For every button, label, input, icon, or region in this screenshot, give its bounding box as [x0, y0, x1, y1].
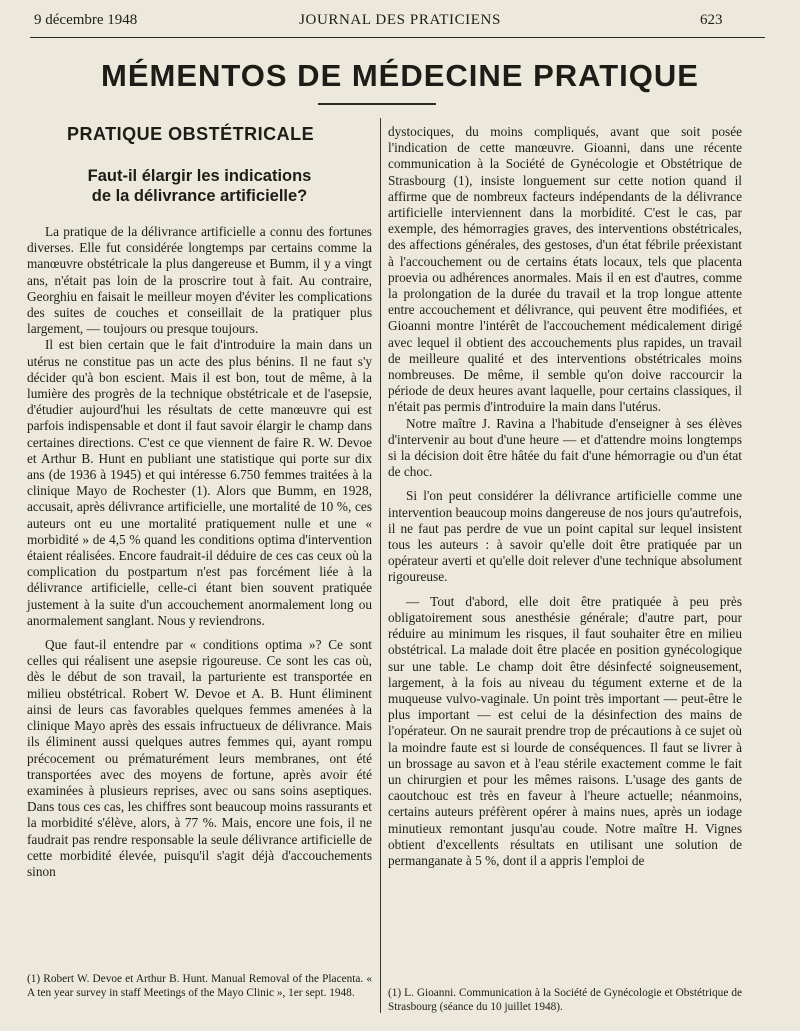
- paragraph: Que faut-il entendre par « conditions optima »? Ce sont celles qui réalisent une asepsie rigoureuse. Ce sont les cas où, dès le début de son travail, la parturiente est transportée en milieu obstétrical. Robert W. Devoe et A. B. Hunt éliminent ainsi de leurs cas favorables quelques femmes amenées à la clinique Mayo après des essais infructueux de délivrance. Mais ils éliminent aussi quelques autres femmes qui, ayant rompu précocement ou prématurément leurs membranes, ont été transportées avec des moyens de fortune, après avoir été examinées à plusieurs reprises, avec ou sans soins aseptiques. Dans tous ces cas, les chiffres sont beaucoup moins rassurants et la morbidité s'élève, alors, à 77 %. Mais, encore une fois, il ne faudrait pas rendre responsable la seule délivrance artificielle de cette morbidité élevée, puisqu'il s'agit déjà d'accouchements sinon: [27, 637, 372, 879]
- left-column: [27, 118, 372, 880]
- running-header: [0, 0, 800, 40]
- right-column: [388, 124, 742, 869]
- section-heading: PRATIQUE OBSTÉTRICALE: [67, 124, 315, 144]
- paragraph: Notre maître J. Ravina a l'habitude d'enseigner à ses élèves d'intervenir au bout d'une heure — et d'attendre moins longtemps si la décision doit être hâtée du fait d'une hémorragie ou d'un état de choc.: [388, 415, 742, 480]
- paragraph: Si l'on peut considérer la délivrance artificielle comme une intervention beaucoup moins dangereuse de nos jours qu'autrefois, il ne faut pas perdre de vue un point capital sur lequel insistent tous les auteurs : à savoir qu'elle doit être pratiquée par un opérateur averti et qu'elle doit relever d'une technique absolument rigoureuse.: [388, 488, 742, 585]
- paragraph: La pratique de la délivrance artificielle a connu des fortunes diverses. Elle fut considérée longtemps par certains comme la manœuvre obstétricale la plus dangereuse et Bumm, il y a vingt ans, n'était pas loin de la proscrire tout à fait. Au contraire, Georghiu en faisait le meilleur moyen d'éviter les complications des suites de couches et conseillait de la pratiquer plus largement, — toujours ou presque toujours.: [27, 224, 372, 337]
- subtitle-line-2: de la délivrance artificielle?: [91, 187, 308, 205]
- header-rule: [30, 37, 765, 38]
- issue-date: 9 décembre 1948: [34, 12, 138, 28]
- article-subtitle: [27, 166, 372, 206]
- footnote-left: (1) Robert W. Devoe et Arthur B. Hunt. Manual Removal of the Placenta. « A ten year survey in staff Meetings of the Mayo Clinic », 1er sept. 1948.: [27, 973, 372, 999]
- title-underline: [318, 103, 436, 105]
- paragraph: Il est bien certain que le fait d'introduire la main dans un utérus ne constitue pas un acte des plus bénins. Il ne faut s'y décider qu'à bon escient. Mais il est bon, tout de même, à la lumière des progrès de la technique obstétricale et de l'asepsie, d'étudier aujourd'hui les résultats de cette manœuvre qui est parfois indispensable et dont il faut savoir élargir le champ dans certaines directions. C'est ce que viennent de faire R. W. Devoe et Arthur B. Hunt en publiant une statistique qui porte sur dix ans (de 1936 à 1945) et qui intéresse 6.750 femmes traitées à la clinique Mayo de Rochester (1). Alors que Bumm, en 1928, accusait, après délivrance artificielle, une mortalité de 10 %, ces auteurs ont eu une mortalité pratiquement nulle et une « morbidité » de 4,5 % quand les conditions optima d'intervention étaient réalisées. Encore faudrait-il déduire de ces cas ceux où la complication du postpartum n'est pas forcément liée à la délivrance artificielle, celle-ci étant bien souvent pratiquée justement à la suite d'un accouchement anormalement long ou anormalement sanglant. Nous y reviendrons.: [27, 337, 372, 628]
- footnote-right: (1) L. Gioanni. Communication à la Société de Gynécologie et Obstétrique de Strasbourg (séance du 10 juillet 1948).: [388, 987, 742, 1013]
- page-title: MÉMENTOS DE MÉDECINE PRATIQUE: [101, 58, 699, 93]
- journal-name: JOURNAL DES PRATICIENS: [299, 12, 501, 28]
- page-number: 623: [700, 12, 723, 28]
- subtitle-line-1: Faut-il élargir les indications: [87, 167, 312, 185]
- paragraph: — Tout d'abord, elle doit être pratiquée à peu près obligatoirement sous anesthésie générale; d'autre part, pour réduire au minimum les risques, il faut souhaiter être en milieu obstétrical. La malade doit être placée en position gynécologique sur une table. Le champ doit être désinfecté soigneusement, largement, à la fois au niveau du tégument externe et de la muqueuse vulvo-vaginale. Un point très important — peut-être le plus important — est celui de la désinfection des mains de l'opérateur. On ne saurait prendre trop de précautions à ce sujet où la moindre faute est si lourde de conséquences. Il faut se livrer à un brossage au savon et à l'eau stérile exactement comme le fait un chirurgien et pour les mêmes raisons. L'usage des gants de caoutchouc est très en faveur à l'heure actuelle; néanmoins, certains auteurs préfèrent opérer à mains nues, après un iodage minutieux remontant jusqu'au coude. Notre maître H. Vignes obtient d'excellents résultats en utilisant une solution de permanganate à 5 %, dont il a appris l'emploi de: [388, 593, 742, 868]
- paragraph: dystociques, du moins compliqués, avant que soit posée l'indication de cette manœuvre. Gioanni, dans une récente communication à la Société de Gynécologie et Obstétrique de Strasbourg (1), insiste longuement sur cette notion quand il affirme que de nombreux facteurs indépendants de la délivrance artificielle interviennent dans la morbidité. C'est le cas, par exemple, des hémorragies graves, des interventions obstétricales, des affections générales, des gestoses, d'un état fébrile préexistant à l'accouchement ou de certains états locaux, tels que placenta proevia ou adhérences anormales. Mais il en est d'autres, comme la prolongation de la durée du travail et la trop longue attente entre accouchement et délivrance, qui peuvent être modifiées, et Gioanni montre l'intérêt de l'accouchement médicalement dirigé avec lequel il obtient des accouchements plus rapides, un travail de meilleure qualité et des interventions obstétricales moins nombreuses. De même, il semble qu'on doive raccourcir la période de deux heures avant laquelle, pour certains classiques, il n'était pas permis d'introduire la main dans l'utérus.: [388, 124, 742, 415]
- column-divider: [380, 118, 381, 1013]
